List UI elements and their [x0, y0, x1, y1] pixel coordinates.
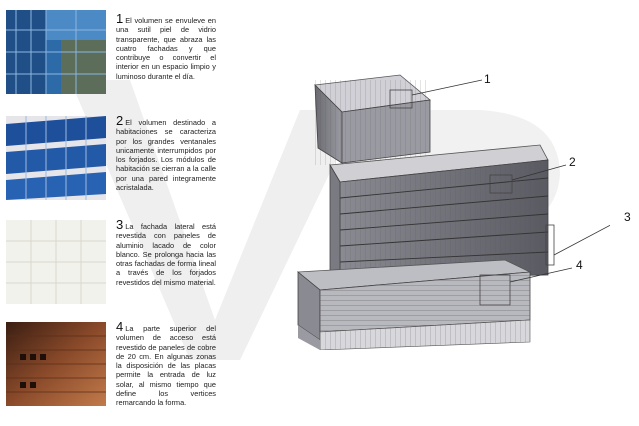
white-panels-photo-icon [6, 220, 106, 304]
callout-label-4: 4 [576, 258, 583, 272]
callout-label-1: 1 [484, 72, 491, 86]
building-perspective-drawing [280, 20, 610, 350]
glass-facade-photo-icon [6, 10, 106, 94]
legend-item-2-number: 2 [116, 113, 124, 128]
legend-item-1-text [116, 11, 216, 81]
legend-item-4-text [116, 319, 216, 408]
legend-item-1-number: 1 [116, 11, 124, 26]
window-bands-photo-icon [6, 116, 106, 200]
legend-item-3-number: 3 [116, 217, 124, 232]
legend-item-1-body: El volumen se envuleve en una sutil piel de vidrio transparente, que abraza las cuatro fachadas y que contribuye o convertir el interior en un espacio limpio y luminoso durante el día. [116, 16, 216, 81]
legend-item-3-body: La fachada lateral está revestida con paneles de aluminio lacado de color blanco. Se prolonga hacia las otras fachadas de forma lineal a través de los forjados revestidos del mismo material. [116, 222, 216, 287]
copper-panels-photo-icon [6, 322, 106, 406]
legend-item-2-body: El volumen destinado a habitaciones se caracteriza por los grandes ventanales unicamente interrumpidos por los forjados. Los módulos de habitación se cierran a la calle por una pared integramente acristalada. [116, 118, 216, 193]
legend-item-4-number: 4 [116, 319, 124, 334]
callout-label-3: 3 [624, 210, 631, 224]
legend-item-2-text [116, 113, 216, 193]
callout-label-2: 2 [569, 155, 576, 169]
legend-item-3-text [116, 217, 216, 287]
legend-item-4-body: La parte superior del volumen de acceso está revestido de paneles de cobre de 20 cm. En algunas zonas la disposición de las placas permite la entrada de luz solar, al mismo tiempo que define los vertices remarcando la forma. [116, 324, 216, 408]
